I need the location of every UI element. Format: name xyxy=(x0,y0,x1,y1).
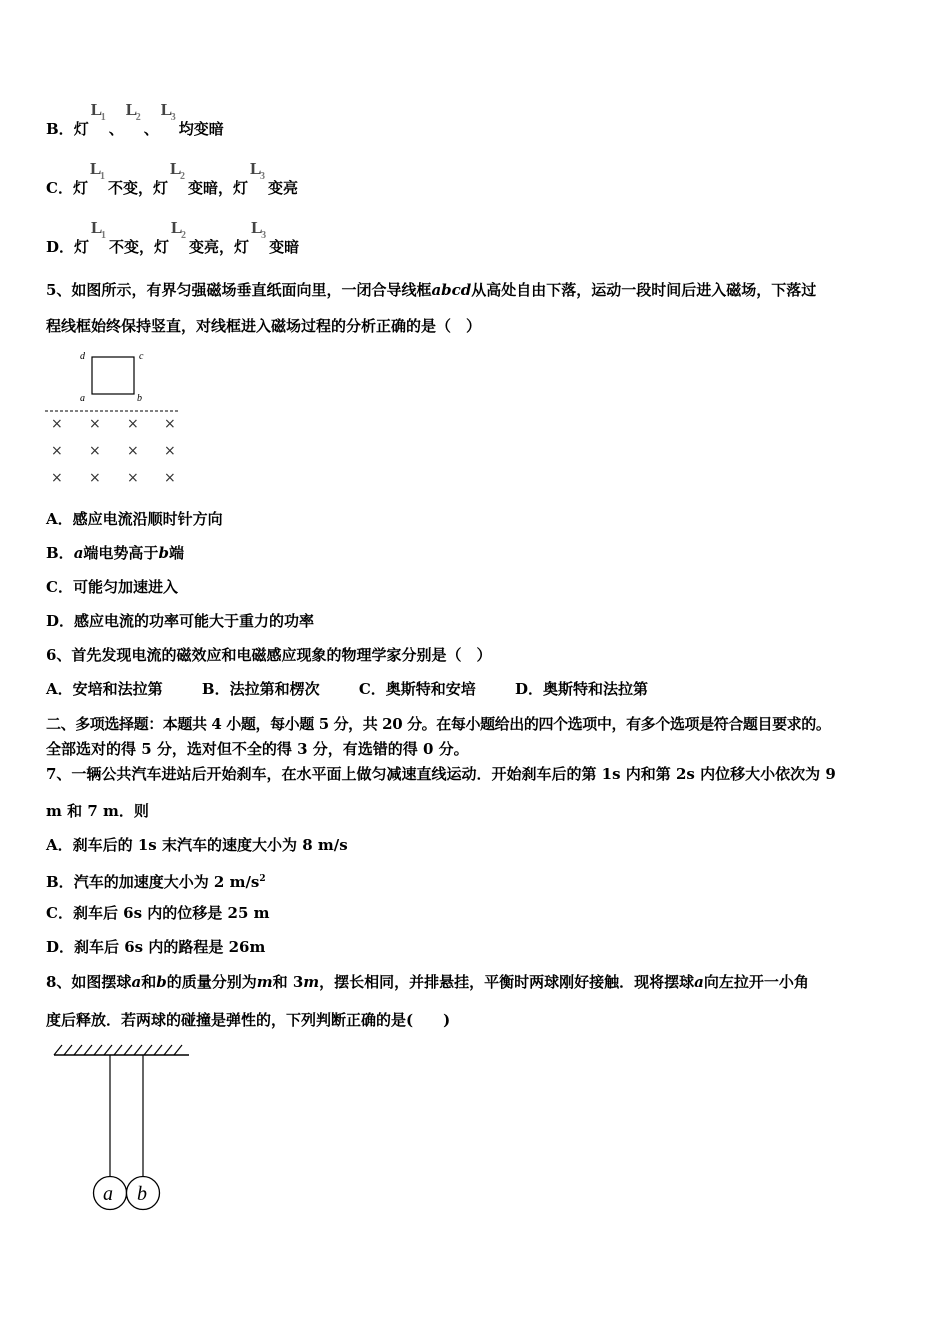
lamp-l1-symbol: L 1 xyxy=(89,159,105,182)
lamp-l2-symbol: L 2 xyxy=(125,100,141,123)
field-cross: × xyxy=(127,416,139,432)
field-cross: × xyxy=(164,416,176,432)
corner-b-label: b xyxy=(137,393,142,404)
option-letter: C． xyxy=(46,179,73,197)
q5-figure xyxy=(40,345,190,490)
q6-options xyxy=(46,679,648,699)
q4-option-d: D．灯 L 1 不变，灯 L 2 变亮，灯 L 3 变暗 xyxy=(46,218,300,256)
q7-stem-line1: 7、一辆公共汽车进站后开始刹车，在水平面上做匀减速直线运动．开始刹车后的第 1s 内和第 2s 内位移大小依次为 9 xyxy=(46,765,836,783)
q5-option-b: B．a端电势高于b端 xyxy=(46,544,184,562)
lamp-l2-symbol: L 2 xyxy=(169,159,185,182)
option-text: 灯 xyxy=(73,120,89,138)
option-letter: D． xyxy=(46,238,75,256)
q5-option-c: C．可能匀加速进入 xyxy=(46,578,178,596)
section-2-instructions-line1: 二、多项选择题：本题共 4 小题，每小题 5 分，共 20 分。在每小题给出的四个选项中，有多个选项是符合题目要求的。 xyxy=(46,715,831,733)
lamp-l3-symbol: L 3 xyxy=(160,100,176,123)
q7-option-a: A．刹车后的 1s 末汽车的速度大小为 8 m/s xyxy=(46,836,348,854)
field-cross: × xyxy=(164,470,176,486)
ceiling-hatching xyxy=(54,1045,182,1055)
field-cross: × xyxy=(51,443,63,459)
field-cross: × xyxy=(51,470,63,486)
ball-b-label: b xyxy=(137,1183,147,1205)
frame-label: abcd xyxy=(431,281,472,299)
lamp-l2-symbol: L 2 xyxy=(171,218,187,241)
field-cross: × xyxy=(51,416,63,432)
q6-option-c: C．奥斯特和安培 xyxy=(358,680,476,698)
q7-option-d: D．刹车后 6s 内的路程是 26m xyxy=(46,938,266,956)
magnetic-field-crosses xyxy=(51,416,176,486)
wire-frame xyxy=(92,357,134,394)
q5-stem-line1: 5、如图所示，有界匀强磁场垂直纸面向里，一闭合导线框abcd从高处自由下落，运动一段时间后进入磁场，下落过 xyxy=(46,281,817,299)
field-cross: × xyxy=(89,443,101,459)
q4-option-b: B．灯 L 1 、 L 2 、 L 3 均变暗 xyxy=(46,100,224,138)
corner-d-label: d xyxy=(80,351,85,362)
field-cross: × xyxy=(127,470,139,486)
option-letter: B． xyxy=(46,120,74,138)
q4-option-c: C．灯 L 1 不变，灯 L 2 变暗，灯 L 3 变亮 xyxy=(46,159,299,197)
q8-stem-line1: 8、如图摆球a和b的质量分别为m和 3m，摆长相同，并排悬挂，平衡时两球刚好接触．现将摆球a向左拉开一小角 xyxy=(46,973,809,991)
lamp-l3-symbol: L 3 xyxy=(250,159,265,182)
lamp-l3-symbol: L 3 xyxy=(251,218,267,241)
q5-option-d: D．感应电流的功率可能大于重力的功率 xyxy=(46,612,315,630)
q6-option-b: B．法拉第和楞次 xyxy=(201,680,320,698)
lamp-l1-symbol: L 1 xyxy=(91,218,107,241)
q7-option-c: C．刹车后 6s 内的位移是 25 m xyxy=(46,904,270,922)
q8-stem-line2: 度后释放．若两球的碰撞是弹性的，下列判断正确的是( ) xyxy=(46,1011,451,1029)
q7-option-b: B．汽车的加速度大小为 2 $m/s^2$ xyxy=(46,873,266,891)
q7-stem-line2: m 和 7 m．则 xyxy=(46,802,149,820)
q5-stem-line2: 程线框始终保持竖直，对线框进入磁场过程的分析正确的是（ ） xyxy=(46,317,482,335)
q6-stem: 6、首先发现电流的磁效应和电磁感应现象的物理学家分别是（ ） xyxy=(46,646,492,664)
ball-a-label: a xyxy=(103,1183,113,1205)
q5-option-a: A．感应电流沿顺时针方向 xyxy=(46,510,223,528)
field-cross: × xyxy=(89,416,101,432)
field-cross: × xyxy=(89,470,101,486)
corner-c-label: c xyxy=(139,351,144,362)
lamp-l1-symbol: L 1 xyxy=(90,100,106,123)
corner-a-label: a xyxy=(80,393,85,404)
q6-option-d: D．奥斯特和法拉第 xyxy=(515,680,649,698)
field-cross: × xyxy=(127,443,139,459)
section-2-instructions-line2: 全部选对的得 5 分，选对但不全的得 3 分，有选错的得 0 分。 xyxy=(46,740,469,758)
q6-option-a: A．安培和法拉第 xyxy=(46,680,163,698)
q8-pendulum-figure xyxy=(48,1036,198,1216)
field-cross: × xyxy=(164,443,176,459)
